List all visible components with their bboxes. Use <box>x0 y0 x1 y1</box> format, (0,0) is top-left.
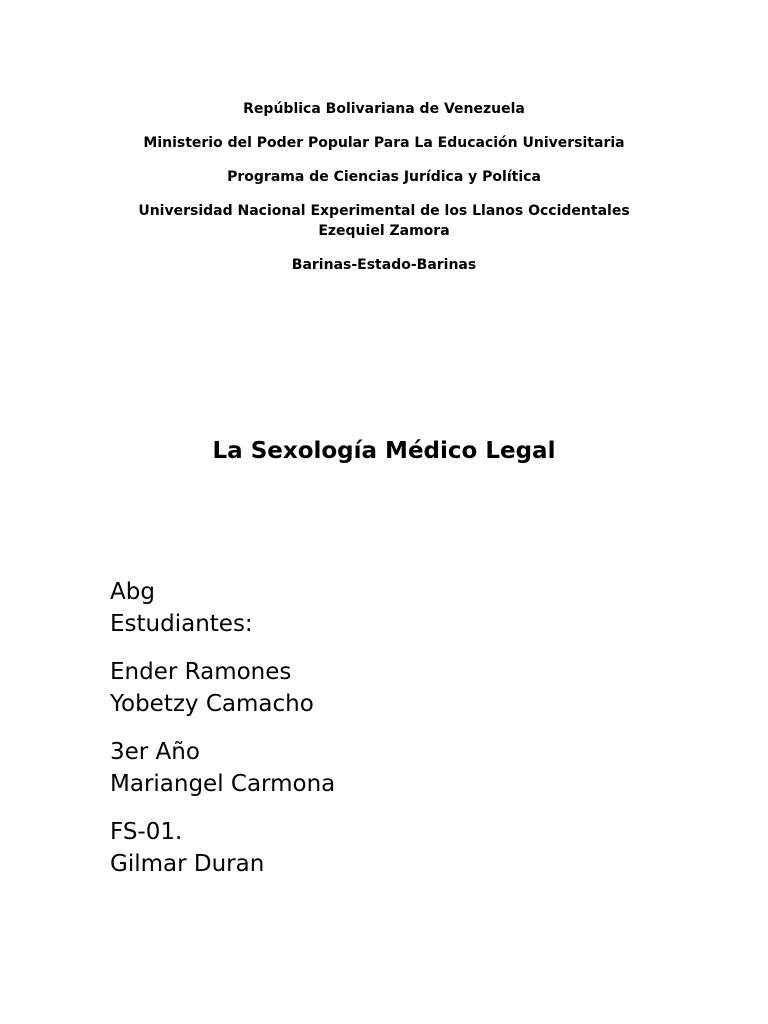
header-republic: República Bolivariana de Venezuela <box>243 101 525 117</box>
label-abg: Abg <box>110 579 155 605</box>
name-line: Gilmar Duran <box>110 851 265 877</box>
document-title: La Sexología Médico Legal <box>212 438 556 464</box>
text-pair <box>110 656 335 720</box>
text-pair <box>110 736 335 800</box>
name-line: Yobetzy Camacho <box>110 691 314 717</box>
name-line: Mariangel Carmona <box>110 771 336 797</box>
students-block <box>110 576 335 896</box>
name-line: Ender Ramones <box>110 659 292 685</box>
header-university-name: Ezequiel Zamora <box>318 223 450 239</box>
year-label: 3er Año <box>110 739 200 765</box>
document-header <box>0 99 768 289</box>
text-pair <box>110 576 335 640</box>
header-location: Barinas-Estado-Barinas <box>291 257 477 273</box>
header-university: Universidad Nacional Experimental de los Llanos Occidentales <box>138 203 630 219</box>
header-program: Programa de Ciencias Jurídica y Política <box>227 169 541 185</box>
section-label: FS-01. <box>110 819 183 845</box>
header-ministry: Ministerio del Poder Popular Para La Educación Universitaria <box>143 135 625 151</box>
label-estudiantes: Estudiantes: <box>110 611 253 637</box>
text-pair <box>110 816 335 880</box>
